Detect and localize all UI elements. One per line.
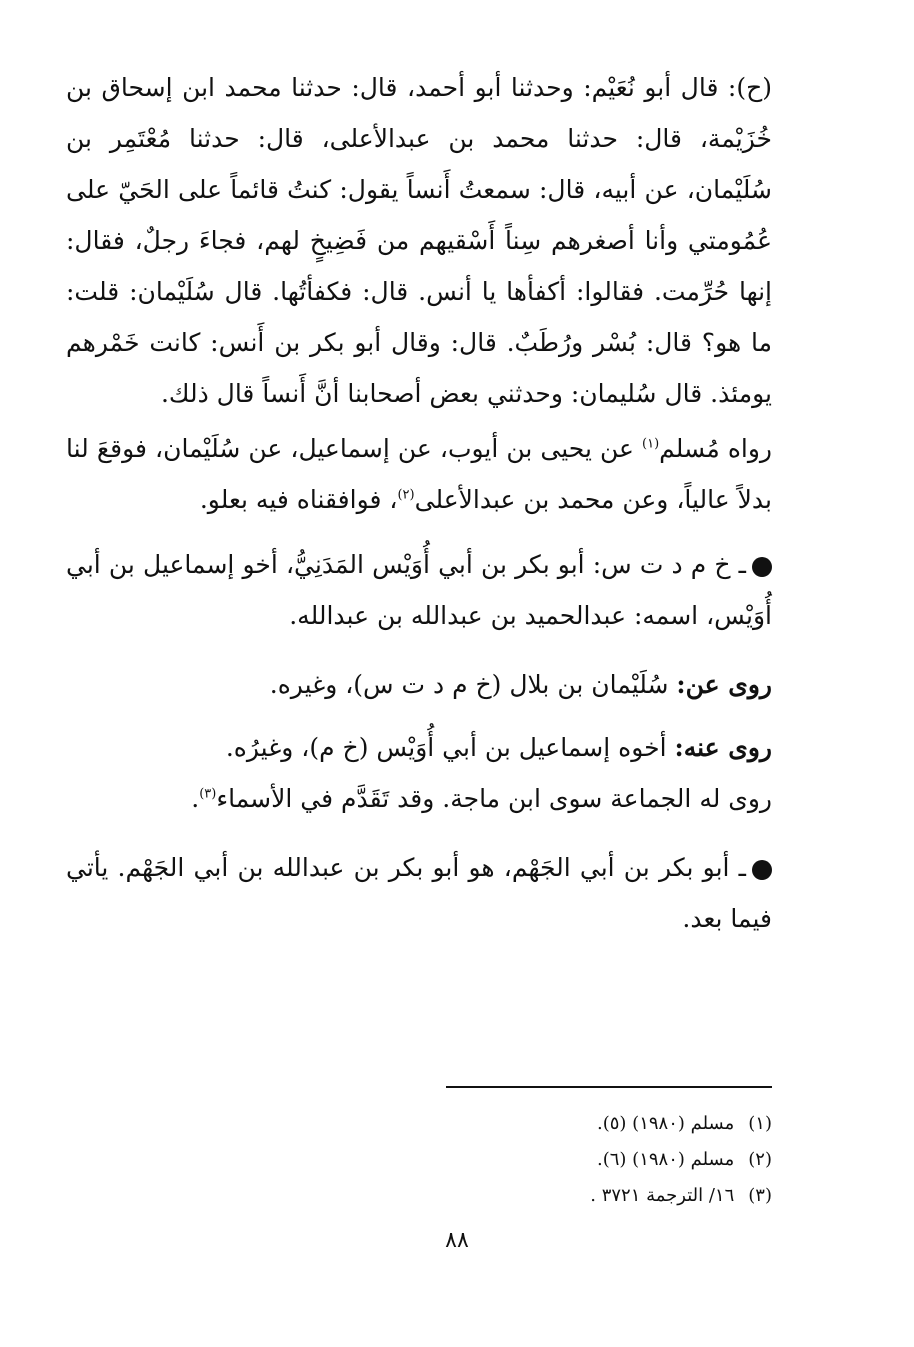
- narrated-from-label: روى عن:: [676, 670, 772, 699]
- footnote-text: مسلم (١٩٨٠) (٦).: [597, 1149, 735, 1170]
- footnote-text: مسلم (١٩٨٠) (٥).: [597, 1113, 735, 1134]
- entry-heading: ـ خ م د ت س: أبو بكر بن أبي أُوَيْس المَدَنِيُّ، أخو إسماعيل بن أبي أُوَيْس، اسمه: عبدالحميد بن عبدالله بن عبدالله.: [66, 550, 772, 630]
- narration-note-line: [66, 773, 772, 824]
- riwaya-text-3: ، فوافقناه فيه بعلو.: [199, 485, 398, 514]
- riwaya-paragraph: [66, 423, 772, 525]
- bullet-icon: [752, 860, 772, 880]
- entry-heading: ـ أبو بكر بن أبي الجَهْم، هو أبو بكر بن عبدالله بن أبي الجَهْم. يأتي فيما بعد.: [66, 853, 772, 933]
- footnote-item: [446, 1142, 772, 1178]
- footnote-ref-1: (١): [642, 436, 660, 452]
- narrated-by-label: روى عنه:: [674, 733, 772, 762]
- footnotes-list: [446, 1106, 772, 1214]
- isnad-paragraph: (ح): قال أبو نُعَيْم: وحدثنا أبو أحمد، قال: حدثنا محمد ابن إسحاق بن خُزَيْمة، قال: حدثنا محمد بن عبدالأعلى، قال: حدثنا مُعْتَمِر بن سُلَيْمان، عن أبيه، قال: سمعتُ أَنساً يقول: كنتُ قائماً على الحَيّ على عُمُومتي وأنا أصغرهم سِناً أَسْقيهم من فَضِيخٍ لهم، فجاءَ رجلٌ، فقال: إنها حُرِّمت. فقالوا: أكفأها يا أنس. قال: فكفأتُها. قال سُلَيْمان: قلت: ما هو؟ قال: بُسْر ورُطَبٌ. قال: وقال أبو بكر بن أَنس: كانت خَمْرهم يومئذ. قال سُليمان: وحدثني بعض أصحابنا أنَّ أَنساً قال ذلك.: [66, 73, 772, 408]
- entry-abu-bakr-uways: [66, 539, 772, 641]
- footnote-item: [446, 1178, 772, 1214]
- narration-note-end: .: [191, 784, 200, 813]
- page-body: [66, 62, 772, 944]
- footnote-number: (٢): [748, 1149, 772, 1170]
- footnote-item: [446, 1106, 772, 1142]
- footnote-number: (١): [748, 1113, 772, 1134]
- narrated-from-line: [66, 659, 772, 710]
- footnote-text: ١٦/ الترجمة ٣٧٢١ .: [590, 1185, 735, 1206]
- page-number: ٨٨: [445, 1228, 469, 1253]
- riwaya-text-2: عن يحيى بن أيوب، عن إسماعيل، عن سُلَيْمان، فوقعَ لنا بدلاً عالياً، وعن محمد بن عبدالأعلى: [66, 434, 772, 514]
- footnote-divider: [446, 1086, 772, 1088]
- footnote-ref-2: (٢): [397, 487, 415, 503]
- riwaya-text-1: رواه مُسلم: [659, 434, 773, 463]
- narrated-from-text: سُلَيْمان بن بلال (خ م د ت س)، وغيره.: [269, 670, 677, 699]
- narration-note-text: روى له الجماعة سوى ابن ماجة. وقد تَقَدَّم في الأسماء: [216, 784, 772, 813]
- narrated-by-text: أخوه إسماعيل بن أبي أُوَيْس (خ م)، وغيرُه.: [225, 733, 675, 762]
- entry-abu-bakr-jahm: [66, 842, 772, 944]
- narrated-by-line: [66, 722, 772, 773]
- footnote-ref-3: (٣): [199, 786, 217, 802]
- bullet-icon: [752, 557, 772, 577]
- footnote-number: (٣): [748, 1185, 772, 1206]
